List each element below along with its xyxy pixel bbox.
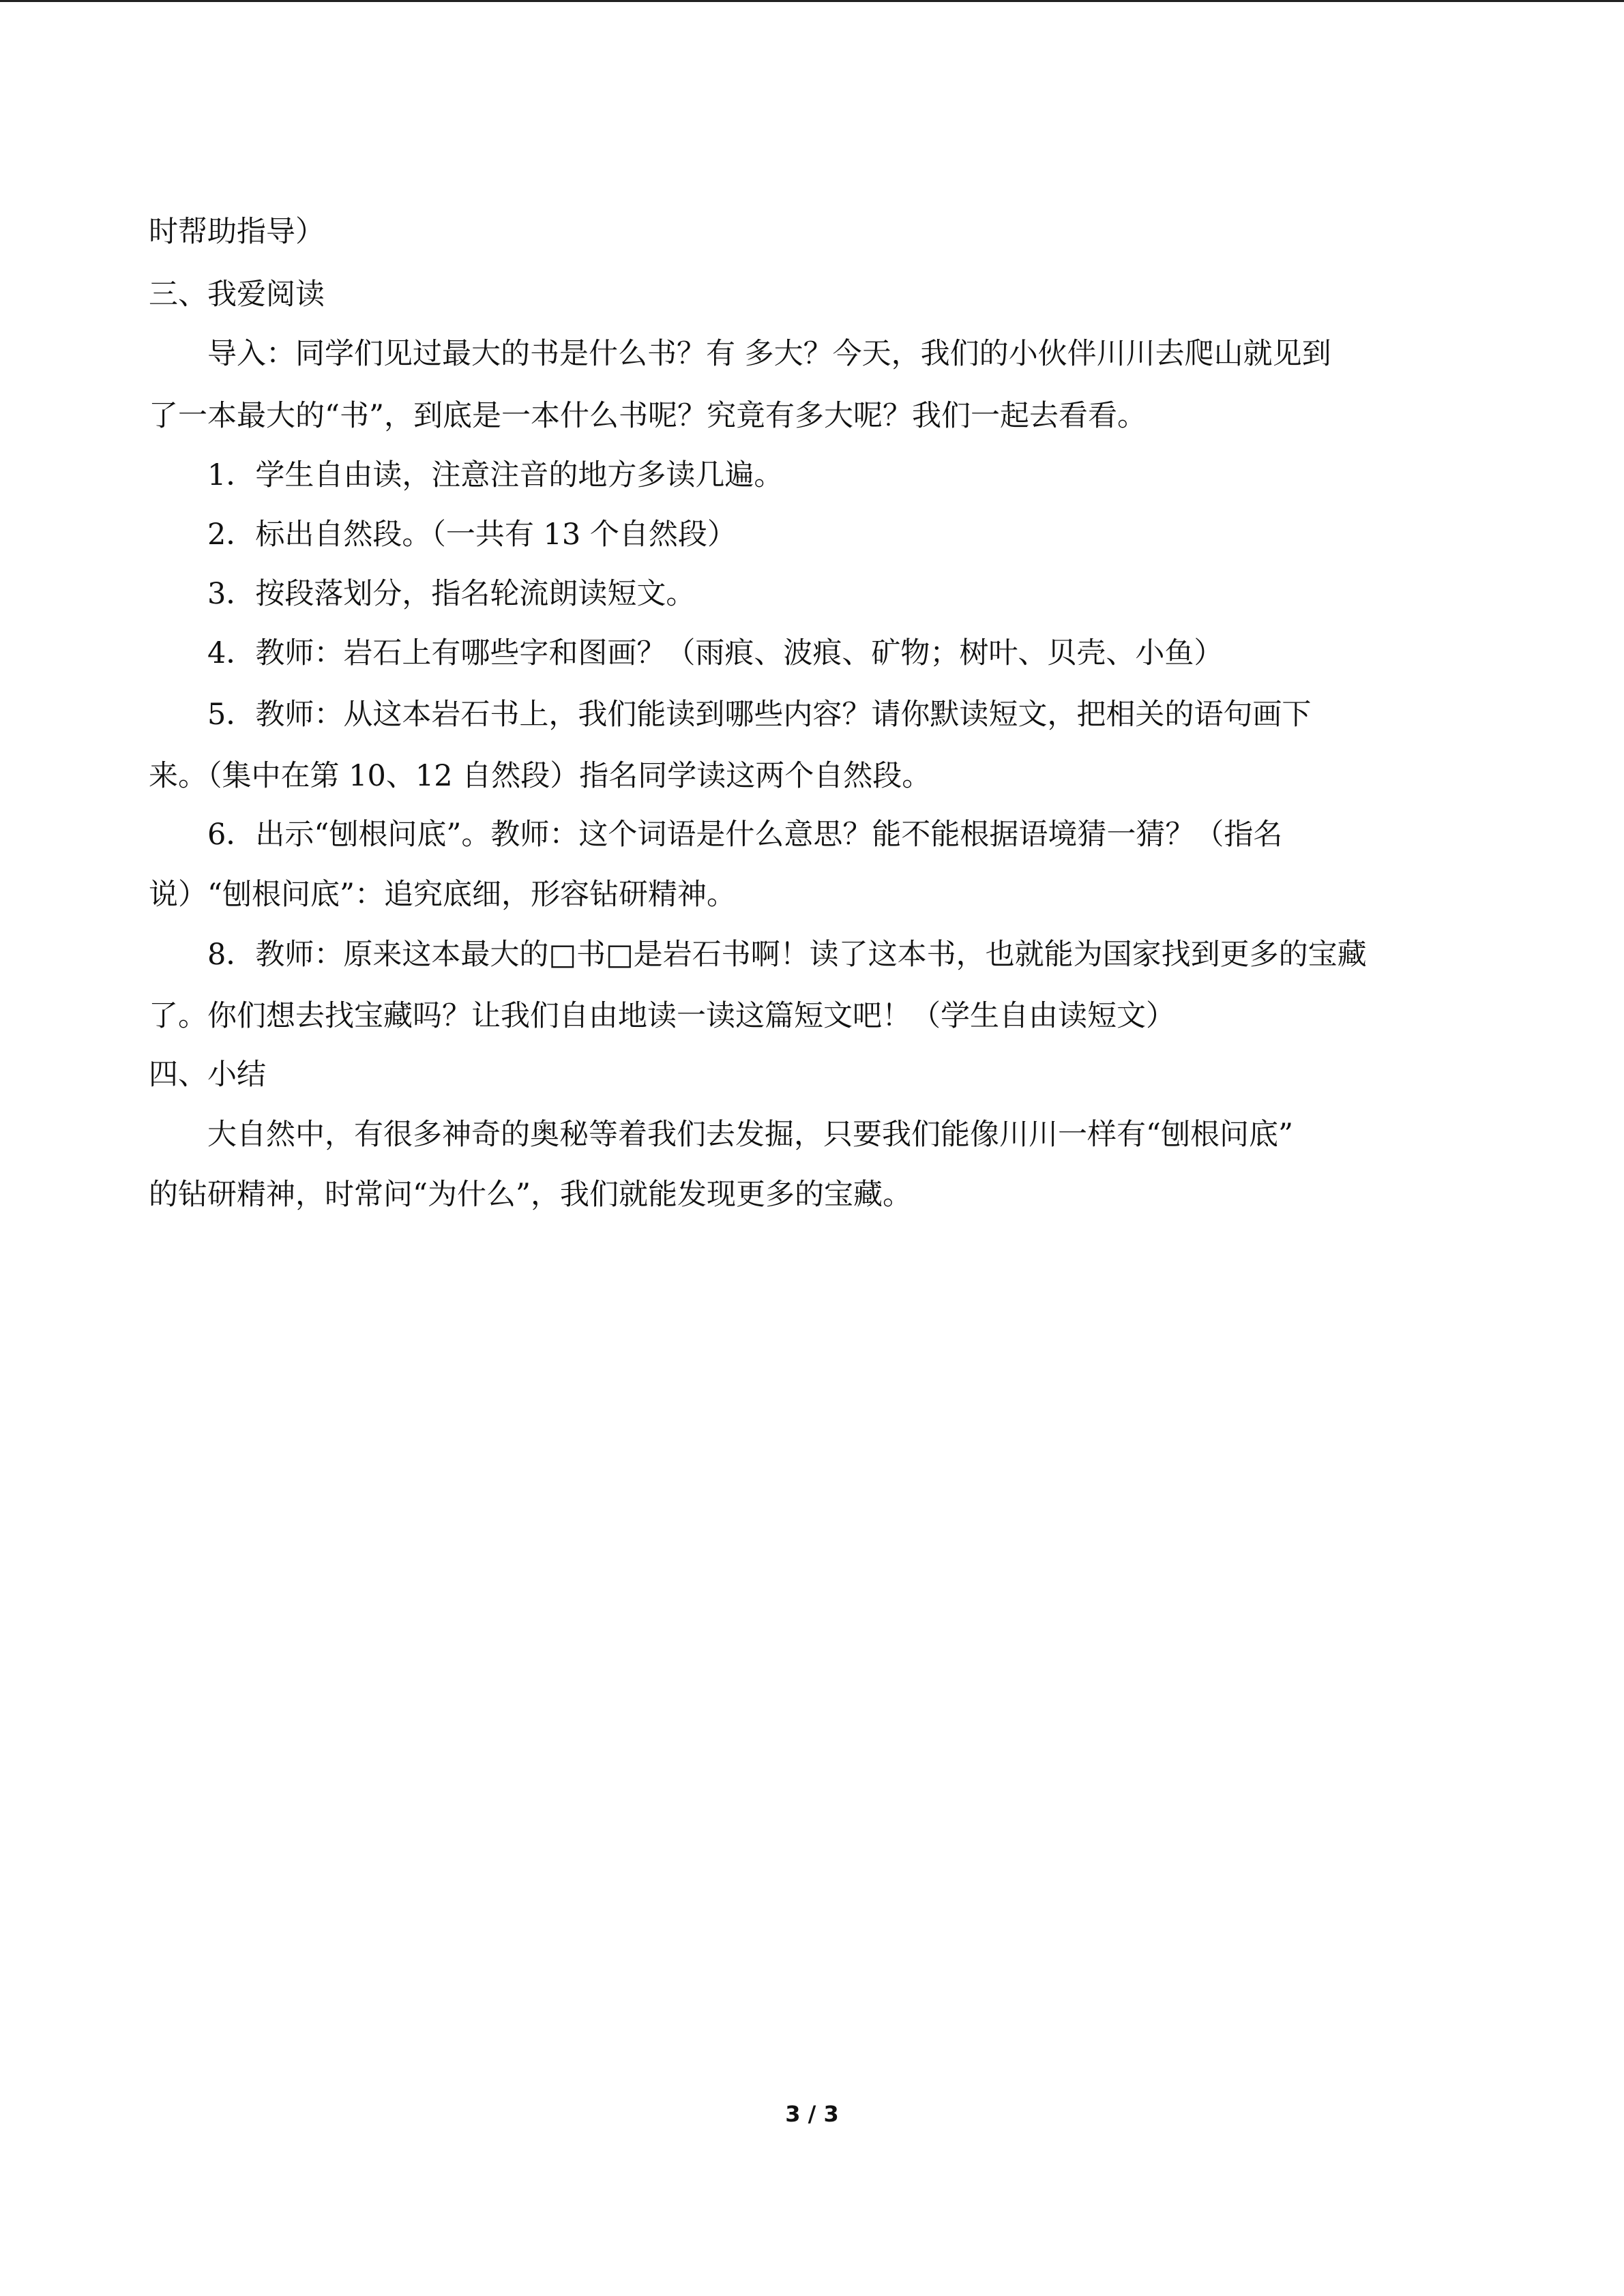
list-item: 6．出示“刨根问底”。教师：这个词语是什么意思？能不能根据语境猜一猜？（指名: [207, 818, 1283, 852]
text-line: 说）“刨根问底”：追究底细，形容钻研精神。: [149, 878, 736, 912]
page-number: 3 / 3: [785, 2101, 839, 2127]
text-line: 时帮助指导）: [149, 215, 325, 249]
list-item: 2．标出自然段。（一共有 13 个自然段）: [207, 518, 737, 552]
list-item: 5．教师：从这本岩石书上，我们能读到哪些内容？请你默读短文，把相关的语句画下: [207, 698, 1312, 732]
text-line: 来。（集中在第 10、12 自然段）指名同学读这两个自然段。: [149, 759, 932, 793]
text-line: 导入：同学们见过最大的书是什么书？有 多大？今天，我们的小伙伴川川去爬山就见到: [207, 337, 1331, 371]
section-heading-reading: 三、我爱阅读: [149, 278, 325, 312]
list-item: 4．教师：岩石上有哪些字和图画？（雨痕、波痕、矿物；树叶、贝壳、小鱼）: [207, 636, 1224, 670]
text-line: 了一本最大的“书”，到底是一本什么书呢？究竟有多大呢？我们一起去看看。: [149, 399, 1147, 433]
text-line: 大自然中，有很多神奇的奥秘等着我们去发掘，只要我们能像川川一样有“刨根问底”: [207, 1118, 1293, 1152]
section-heading-summary: 四、小结: [149, 1058, 266, 1092]
top-border: [0, 0, 1624, 2]
text-line: 的钻研精神，时常问“为什么”，我们就能发现更多的宝藏。: [149, 1178, 912, 1212]
text-line: 了。你们想去找宝藏吗？让我们自由地读一读这篇短文吧！（学生自由读短文）: [149, 999, 1175, 1033]
list-item: 1．学生自由读，注意注音的地方多读几遍。: [207, 458, 784, 492]
list-item: 8．教师：原来这本最大的□书□是岩石书啊！读了这本书，也就能为国家找到更多的宝藏: [207, 938, 1367, 972]
list-item: 3．按段落划分，指名轮流朗读短文。: [207, 577, 696, 611]
